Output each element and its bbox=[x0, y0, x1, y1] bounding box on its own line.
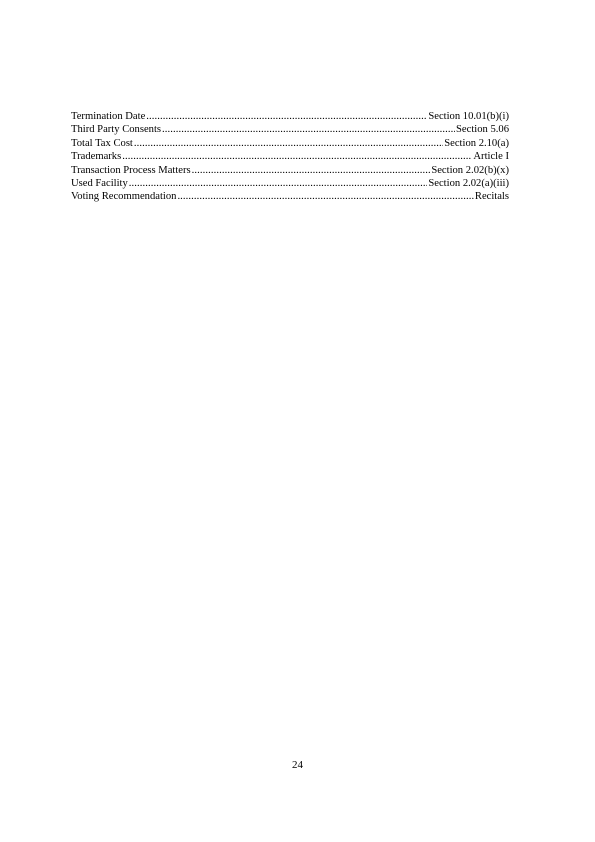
index-reference: Section 10.01(b)(i) bbox=[428, 111, 509, 122]
index-entry bbox=[71, 150, 509, 163]
index-term: Termination Date bbox=[71, 111, 146, 122]
dot-leader bbox=[192, 164, 431, 177]
dot-leader bbox=[177, 190, 473, 203]
index-term: Third Party Consents bbox=[71, 124, 162, 136]
dot-leader bbox=[129, 177, 428, 190]
index-reference: Section 2.02(a)(iii) bbox=[428, 177, 509, 189]
index-reference: Article I bbox=[473, 151, 509, 163]
index-entry bbox=[71, 123, 509, 136]
index-reference: Section 2.10(a) bbox=[444, 137, 509, 149]
index-entry bbox=[71, 177, 509, 190]
dot-leader bbox=[146, 110, 427, 123]
index-entry bbox=[71, 137, 509, 150]
index-reference: Recitals bbox=[474, 191, 509, 203]
page-number: 24 bbox=[292, 759, 303, 771]
index-term: Trademarks bbox=[71, 151, 122, 163]
index-reference: Section 2.02(b)(x) bbox=[431, 164, 509, 176]
index-entry bbox=[71, 110, 509, 123]
index-entry bbox=[71, 190, 509, 203]
defined-terms-index bbox=[71, 110, 509, 204]
index-reference: Section 5.06 bbox=[456, 124, 509, 136]
index-term: Transaction Process Matters bbox=[71, 164, 191, 176]
index-term: Used Facility bbox=[71, 177, 128, 189]
index-term: Total Tax Cost bbox=[71, 137, 133, 149]
dot-leader bbox=[162, 123, 455, 136]
dot-leader bbox=[134, 137, 443, 150]
index-entry bbox=[71, 164, 509, 177]
index-term: Voting Recommendation bbox=[71, 191, 177, 203]
dot-leader bbox=[122, 150, 472, 163]
